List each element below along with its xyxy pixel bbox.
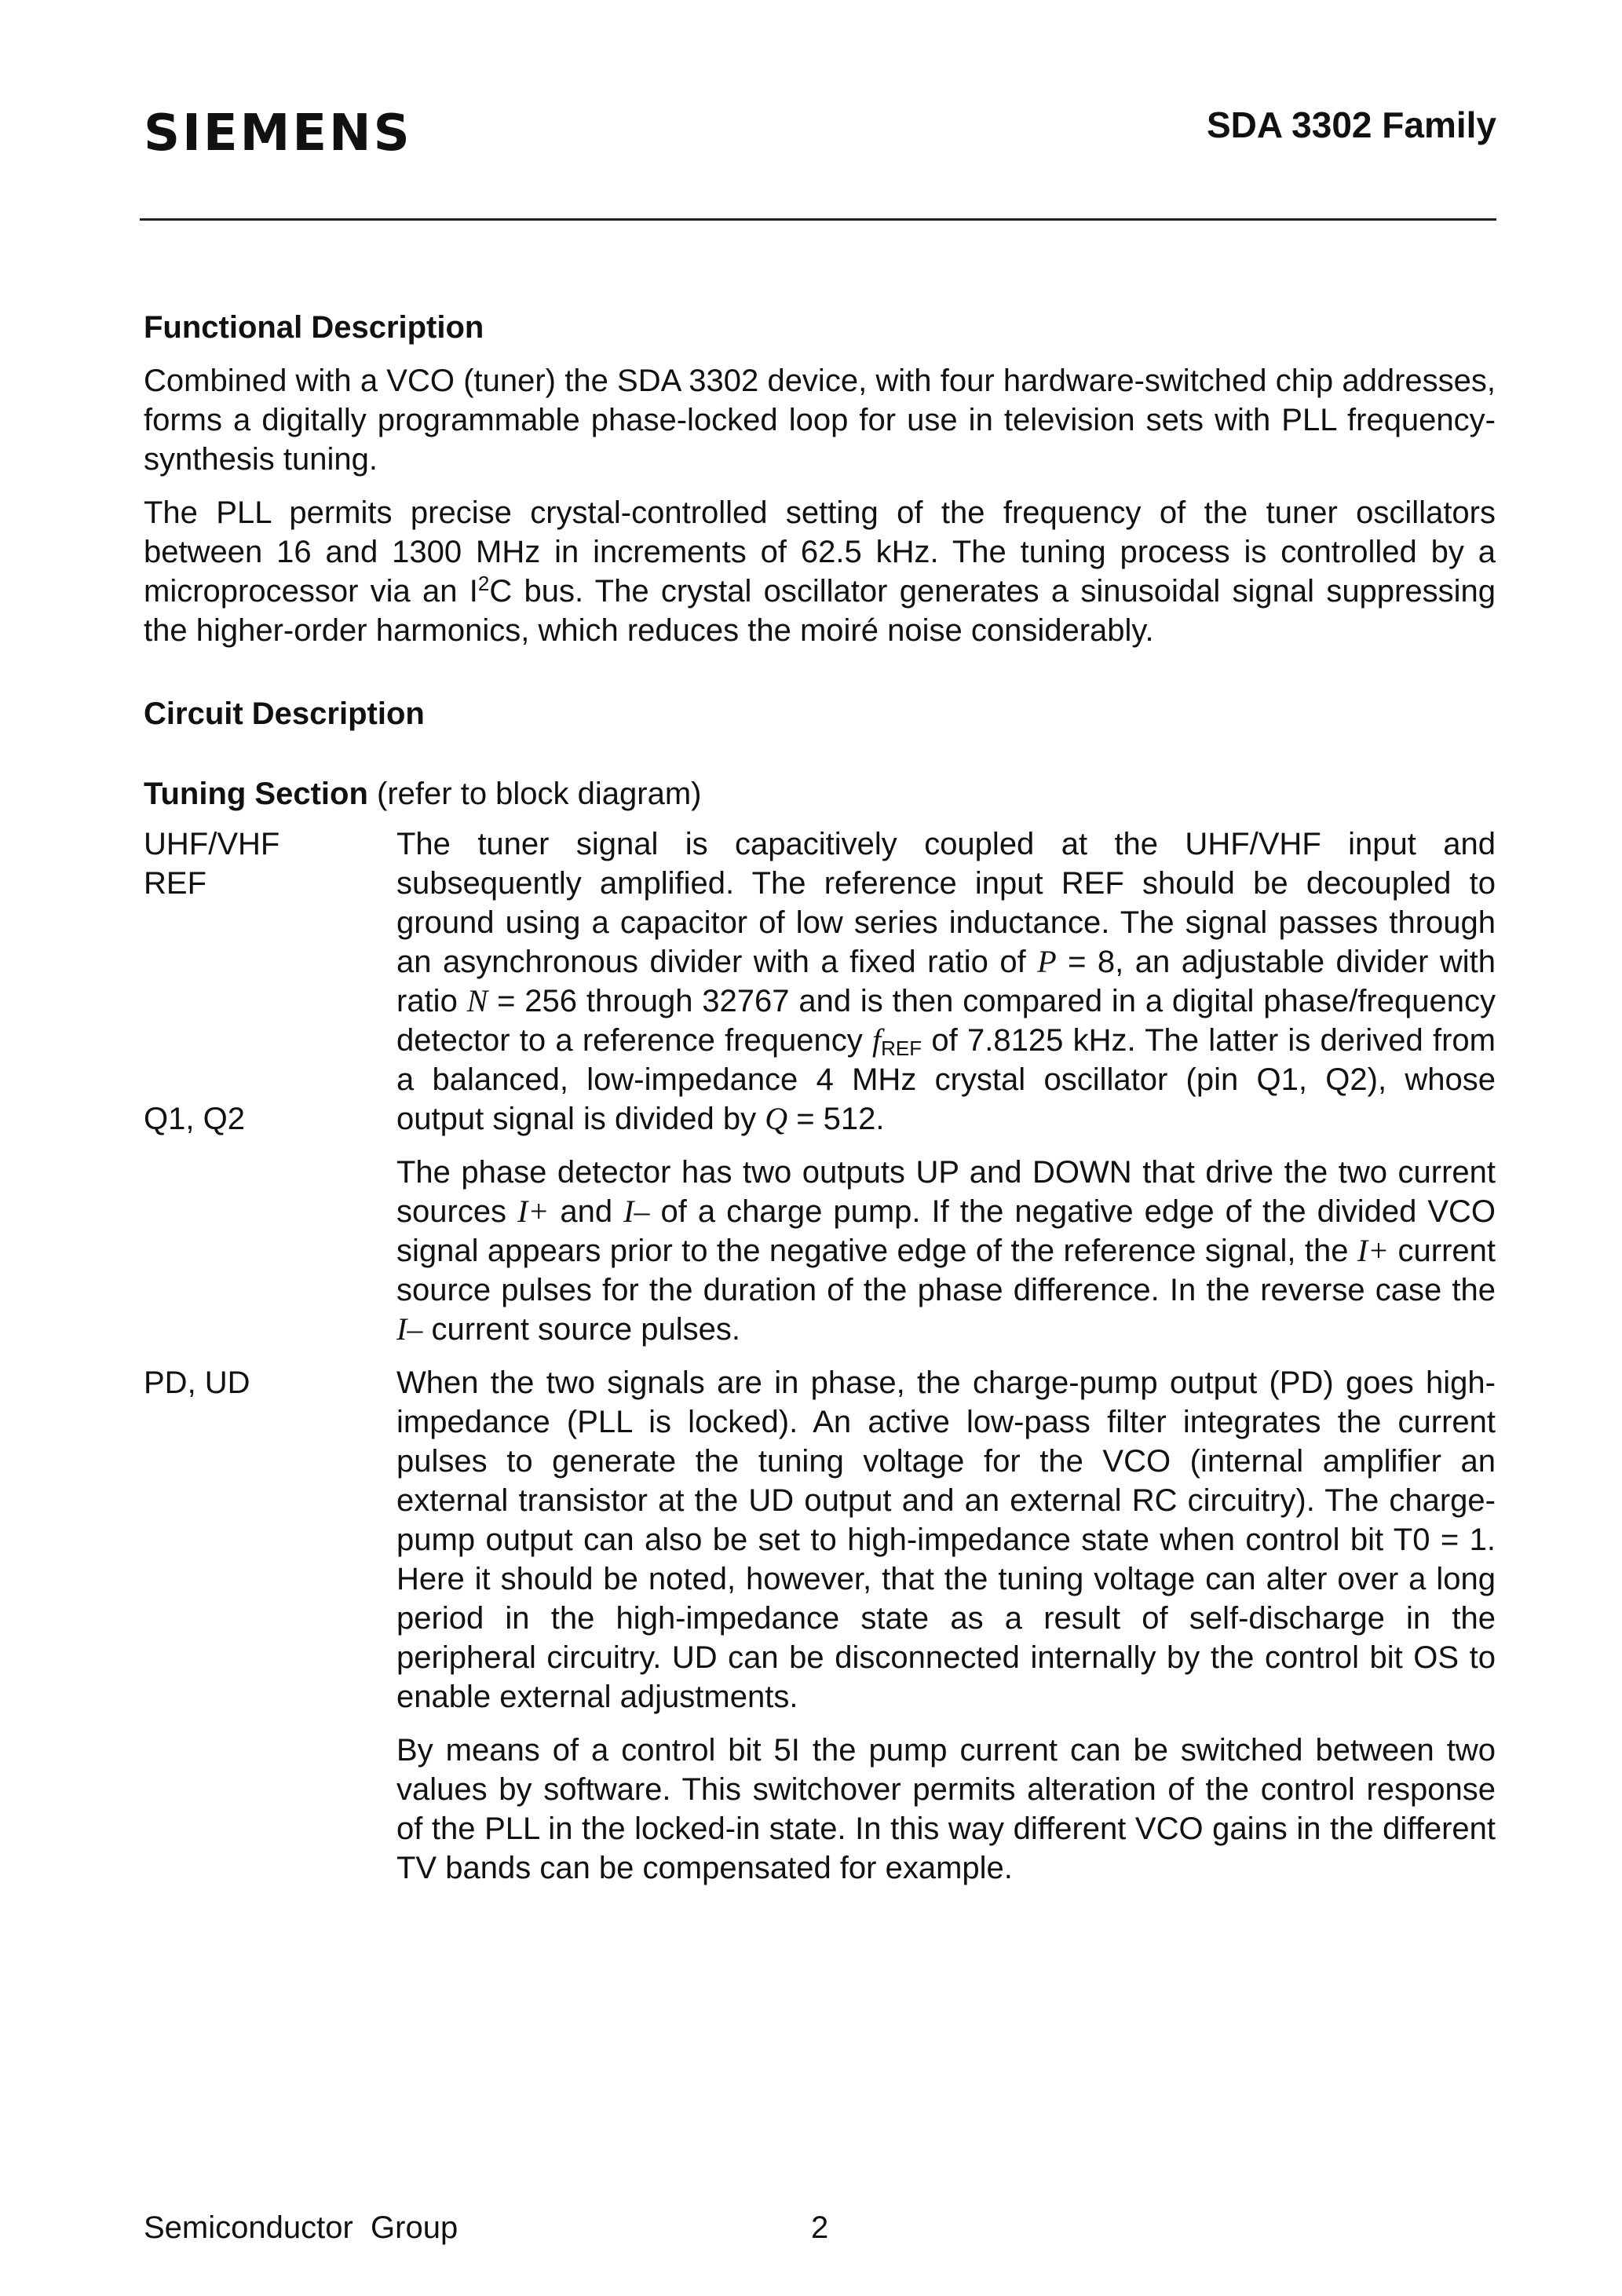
tuning-description-row	[144, 824, 1496, 1363]
symbol-i-plus: I+	[517, 1194, 550, 1229]
pin-label-pd-ud: PD, UD	[144, 1366, 250, 1400]
symbol-i-plus: I+	[1357, 1233, 1390, 1268]
tuning-paragraph-2	[396, 1153, 1496, 1349]
charge-pump-description-row	[144, 1363, 1496, 1902]
pin-label-q1-q2: Q1, Q2	[144, 1102, 245, 1136]
tuning-paragraph-1	[396, 824, 1496, 1139]
symbol-i-minus: I–	[623, 1194, 650, 1229]
functional-paragraph-2	[144, 493, 1496, 650]
functional-paragraph-1: Combined with a VCO (tuner) the SDA 3302 device, with four hardware-switched chip addresses, forms a digitally programmable phase-locked loop for use in television sets with PLL frequency-synthesis tuning.	[144, 364, 1496, 477]
functional-description-heading: Functional Description	[144, 310, 484, 345]
tuning-section-heading	[144, 774, 1496, 813]
symbol-n: N	[466, 983, 488, 1018]
pin-labels-column	[144, 1363, 396, 1902]
circuit-description-heading: Circuit Description	[144, 696, 425, 731]
page-number: 2	[811, 2210, 829, 2245]
text-run: The phase detector has two outputs UP and DOWN that drive the two current sources	[396, 1155, 1496, 1229]
symbol-q: Q	[765, 1101, 788, 1136]
pin-label-ref: REF	[144, 866, 206, 901]
charge-pump-description-text	[396, 1363, 1496, 1902]
text-run: The tuner signal is capacitively coupled at the UHF/VHF input and subsequently amplified. The reference input REF should be decoupled to ground using a capacitor of low series inductance. The signal passes through an asynchronous divider with a fixed ratio of	[396, 827, 1496, 979]
pin-label-uhf-vhf: UHF/VHF	[144, 827, 280, 861]
text-run: current source pulses for the duration of the phase difference. In the reverse case the	[396, 1234, 1496, 1307]
symbol-p: P	[1037, 944, 1057, 979]
label-spacer	[144, 903, 396, 1099]
charge-pump-paragraph: When the two signals are in phase, the charge-pump output (PD) goes high-impedance (PLL is locked). An active low-pass filter integrates the current pulses to generate the tuning voltage for the VCO (internal amplifier an external transistor at the UD output and an external RC circuitry). The charge-pump output can also be set to high-impedance state when control bit T0 = 1. Here it should be noted, however, that the tuning voltage can alter over a long period in the high-impedance state as a result of self-discharge in the peripheral circuitry. UD can be disconnected internally by the control bit OS to enable external adjustments.	[396, 1366, 1496, 1714]
header-divider	[140, 218, 1496, 221]
section-gap	[144, 664, 1496, 694]
siemens-logo: SIEMENS	[144, 104, 412, 163]
subscript-ref: REF	[881, 1036, 922, 1060]
superscript-2: 2	[477, 572, 490, 595]
footer-company: Semiconductor Group	[144, 2210, 458, 2245]
page-content	[144, 308, 1496, 1902]
text-run: The PLL permits precise crystal-controlled setting of the frequency of the tuner oscillators between 16 and 1300 MHz in increments of 62.5 kHz. The tuning process is controlled by a microprocessor via an I	[144, 495, 1496, 609]
text-run: C bus. The crystal oscillator generates a sinusoidal signal suppressing the higher-order harmonics, which reduces the moiré noise considerably.	[144, 574, 1496, 648]
pump-current-paragraph: By means of a control bit 5I the pump current can be switched between two values by software. This switchover permits alteration of the control response of the PLL in the locked-in state. In this way different VCO gains in the different TV bands can be compensated for example.	[396, 1733, 1496, 1885]
symbol-f: f	[872, 1022, 882, 1058]
symbol-i-minus: I–	[396, 1311, 423, 1347]
text-run: = 8, an adjustable divider with ratio	[396, 945, 1496, 1018]
text-run: current source pulses.	[422, 1312, 740, 1347]
pin-labels-column	[144, 824, 396, 1363]
text-run: of 7.8125 kHz. The latter is derived from a balanced, low-impedance 4 MHz crystal oscillator (pin Q1, Q2), whose output signal is divided by	[396, 1023, 1496, 1136]
text-run: = 512.	[787, 1102, 885, 1136]
tuning-description-text	[396, 824, 1496, 1363]
tuning-section-bold: Tuning Section	[144, 777, 368, 811]
document-family-title: SDA 3302 Family	[1206, 104, 1496, 145]
text-run: = 256 through 32767 and is then compared in a digital phase/frequency detector to a reference frequency	[396, 984, 1496, 1058]
text-run: of a charge pump. If the negative edge of the divided VCO signal appears prior to the negative edge of the reference signal, the	[396, 1194, 1496, 1268]
tuning-section-note: (refer to block diagram)	[367, 777, 702, 811]
text-run: and	[549, 1194, 624, 1229]
